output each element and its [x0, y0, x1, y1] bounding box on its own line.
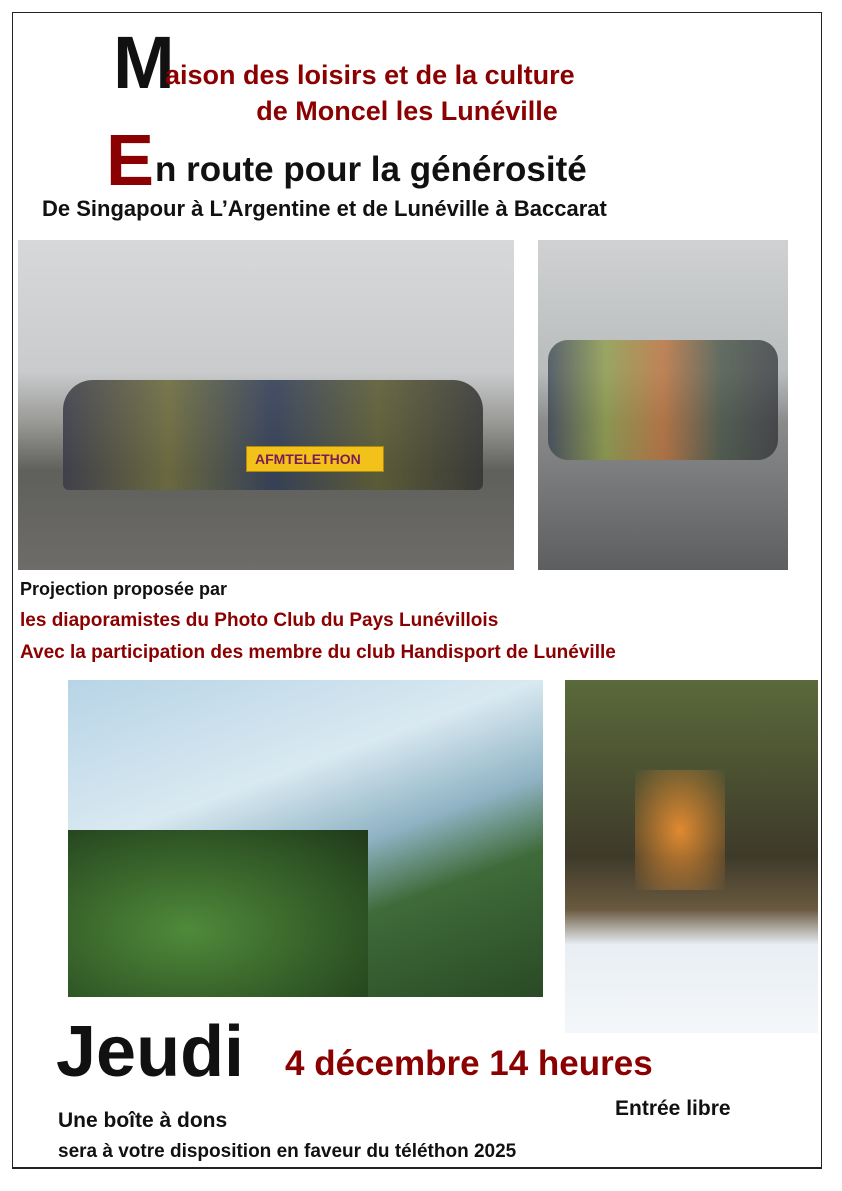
organizer-name: aison des loisirs et de la culture	[165, 60, 575, 90]
event-title: n route pour la générosité	[155, 150, 587, 189]
projection-intro: Projection proposée par	[20, 579, 228, 599]
afm-telethon-banner: AFMTELETHON	[246, 446, 384, 472]
handisport-credit: Avec la participation des membre du club Handisport de Lunéville	[20, 642, 616, 663]
title-initial-e: E	[106, 121, 155, 201]
photo-handbikes-road	[538, 240, 788, 570]
photo-club-credit: les diaporamistes du Photo Club du Pays Lunévillois	[20, 610, 499, 631]
donation-telethon: sera à votre disposition en faveur du téléthon 2025	[58, 1141, 517, 1162]
event-subtitle: De Singapour à L’Argentine et de Lunéville à Baccarat	[42, 196, 607, 221]
heading-initial-m: M	[113, 21, 175, 104]
photo-singapore-cloud-forest	[68, 680, 543, 997]
entry-free: Entrée libre	[615, 1097, 731, 1120]
donation-box: Une boîte à dons	[58, 1109, 228, 1132]
photo-group-cyclists	[18, 240, 514, 570]
photo-snowy-forest	[565, 680, 818, 1033]
event-day: Jeudi	[56, 1012, 245, 1092]
event-date-time: 4 décembre 14 heures	[285, 1044, 653, 1083]
organizer-location: de Moncel les Lunéville	[256, 96, 558, 126]
